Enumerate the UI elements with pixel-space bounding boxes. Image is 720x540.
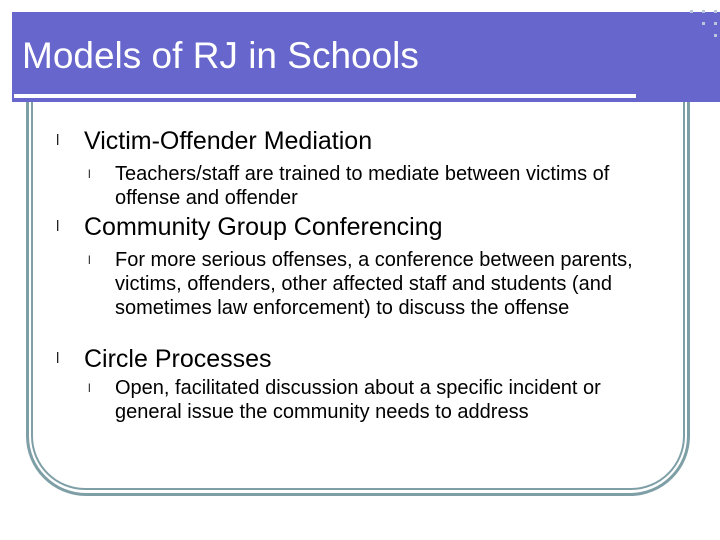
bullet-heading: Community Group Conferencing: [84, 213, 443, 241]
bullet-detail: For more serious offenses, a conference between parents, victims, offenders, other affected staff and students (and sometimes law enforcement) to discuss the offense: [115, 249, 633, 319]
bullet-detail: Teachers/staff are trained to mediate between victims of offense and offender: [115, 163, 610, 209]
slide-title: Models of RJ in Schools: [22, 35, 419, 76]
bullet-icon: l: [56, 132, 60, 149]
sub-bullet-icon: l: [88, 381, 91, 395]
bullet-heading: Circle Processes: [84, 345, 272, 373]
sub-bullet-icon: l: [88, 167, 91, 181]
sub-bullet-icon: l: [88, 253, 91, 267]
bullet-heading: Victim-Offender Mediation: [84, 127, 373, 155]
bullet-detail: Open, facilitated discussion about a specific incident or general issue the community needs to address: [115, 377, 601, 423]
bullet-icon: l: [56, 218, 60, 235]
bullet-icon: l: [56, 350, 60, 367]
